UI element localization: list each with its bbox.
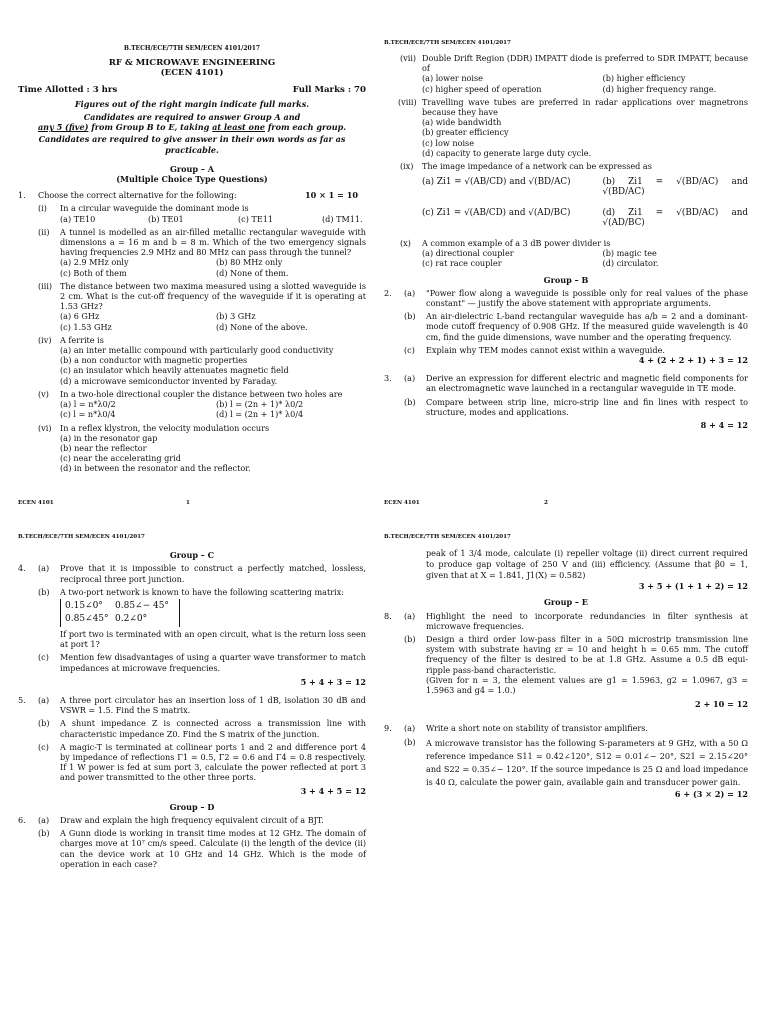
item-text: The distance between two maxima measured using a slotted waveguide is 2 cm. What is the cut-off frequency of the waveguide if it is operating at 1.53 GHz?	[60, 280, 366, 312]
item-number: (vi)	[38, 422, 52, 433]
part-label: (a)	[404, 373, 416, 384]
option-d: (d) TM11.	[322, 213, 363, 224]
scattering-matrix	[60, 599, 180, 627]
matrix-cell: 0.85∠− 45°	[115, 601, 169, 612]
item-number: (v)	[38, 388, 49, 399]
question-1	[18, 190, 366, 200]
part-label: (b)	[404, 736, 416, 747]
mcq-viii	[384, 97, 748, 158]
option-d: (d) None of the above.	[216, 321, 308, 332]
footer-code: ECEN 4101	[384, 499, 420, 506]
mcq-iv	[18, 335, 366, 386]
matrix-cell: 0.85∠45°	[65, 614, 109, 625]
mcq-v	[18, 389, 366, 420]
instruction-2c: from Group B to E, taking	[88, 122, 213, 133]
item-number: (x)	[400, 238, 411, 249]
question-8a	[384, 611, 748, 631]
question-text: A magic-T is terminated at collinear ports 1 and 2 and difference port 4 by impedance of reflections Γ1 = 0.5, Γ2 = 0.6 and Γ4 = 0.8 respectively. If 1 W power is fed at sum port 3, calculate the power reflected at port 3 and power transmitted to the other three ports.	[60, 741, 366, 783]
option-c: (c) rat race coupler	[422, 258, 502, 269]
matrix-cell: 0.15∠0°	[65, 601, 103, 612]
question-number: 3.	[384, 373, 392, 384]
option-b: (b) greater efficiency	[422, 127, 509, 138]
question-text: Write a short note on stability of transistor amplifiers.	[426, 723, 649, 734]
item-text: The image impedance of a network can be expressed as	[422, 161, 652, 172]
question-text: Choose the correct alternative for the following:	[38, 190, 237, 201]
option-b: (b) higher efficiency	[602, 73, 686, 84]
question-text: A microwave transistor has the following S-parameters at 9 GHz, with a 50 Ω reference impedance S11 = 0.42∠120°, S12 = 0.01∠− 20°, S21 = 2.15∠20° and S22 = 0.35∠− 120°. If the source impedance is 25 Ω and load impedance is 40 Ω, calculate the power gain, available gain and transducer power gain.	[426, 737, 748, 787]
question-7-marks: 3 + 5 + (1 + 1 + 2) = 12	[638, 581, 748, 592]
option-c: (c) an insulator which heavily attenuates magnetic field	[60, 365, 289, 376]
item-text: Travelling wave tubes are preferred in radar applications over magnetrons because they have	[422, 96, 748, 118]
item-text: In a two-hole directional coupler the distance between two holes are	[60, 388, 343, 399]
question-3b	[384, 397, 748, 417]
question-8-marks: 2 + 10 = 12	[695, 699, 748, 710]
mcq-iii	[18, 281, 366, 332]
item-number: (i)	[38, 203, 47, 214]
part-label: (c)	[38, 741, 49, 752]
question-4a	[18, 563, 366, 583]
question-2a	[384, 288, 748, 308]
item-number: (iv)	[38, 334, 52, 345]
option-a: (a) wide bandwidth	[422, 117, 502, 128]
instruction-2d: at least one	[212, 122, 265, 133]
group-c-heading: Group – C	[169, 550, 215, 561]
option-d: (d) higher frequency range.	[602, 83, 717, 94]
question-number: 9.	[384, 723, 392, 734]
item-number: (viii)	[398, 96, 417, 107]
question-text: (Given for n = 3, the element values are g1 = 1.5963, g2 = 1.0967, g3 = 1.5963 and g4 = 1.0.)	[426, 674, 748, 696]
instruction-2e: from each group.	[265, 122, 347, 133]
option-c: (c) Zi1 = √(AB/CD) and √(AD/BC)	[422, 207, 571, 218]
question-5a	[18, 695, 366, 715]
option-a: (a) 6 GHz	[60, 311, 100, 322]
item-text: In a reflex klystron, the velocity modulation occurs	[60, 422, 270, 433]
option-b: (b) 80 MHz only	[216, 257, 283, 268]
item-text: A ferrite is	[60, 334, 104, 345]
part-label: (a)	[38, 695, 50, 706]
item-text: A common example of a 3 dB power divider is	[422, 238, 611, 249]
page-1	[0, 0, 384, 512]
option-d: (d) circulator.	[602, 258, 659, 269]
option-d: (d) None of them.	[216, 267, 289, 278]
option-c: (c) near the accelerating grid	[60, 453, 181, 464]
paper-title: RF & MICROWAVE ENGINEERING	[108, 58, 276, 69]
question-number: 1.	[18, 190, 26, 201]
question-text: Highlight the need to incorporate redundancies in filter synthesis at microwave frequencies.	[426, 610, 748, 631]
group-a-heading: Group – A	[169, 163, 215, 174]
question-text: A three port circulator has an insertion loss of 1 dB, isolation 30 dB and VSWR = 1.5. Find the S matrix.	[60, 695, 366, 716]
part-label: (b)	[404, 634, 416, 645]
option-c: (c) 1.53 GHz	[60, 321, 112, 332]
item-number: (ix)	[400, 161, 414, 172]
instruction-2b: any 5 (five)	[37, 122, 89, 133]
instruction-3: Candidates are required to give answer in their own words as far as practicable.	[38, 134, 346, 155]
part-label: (a)	[38, 815, 50, 826]
item-text: In a circular waveguide the dominant mode is	[60, 203, 249, 214]
question-9b	[384, 737, 748, 789]
page-2	[384, 0, 768, 512]
question-text: Compare between strip line, micro-strip line and fin lines with respect to structure, modes and applications.	[426, 396, 748, 417]
question-text: A Gunn diode is working in transit time modes at 12 GHz. The domain of charges move at 10⁷ cm/s speed. Calculate (i) the length of the device (ii) can the device work at 10 GHz and 14 GHz. Which is the mode of operation in each case?	[60, 828, 366, 869]
item-text: A tunnel is modelled as an air-filled metallic rectangular waveguide with dimensions a = 16 m and b = 8 m. Which of the two emergency signals having frequencies 2.9 MHz and 80 MHz can pass through the tunnel?	[60, 226, 366, 258]
option-d: (d) in between the resonator and the reflector.	[60, 463, 251, 474]
option-b: (b) magic tee	[602, 248, 657, 259]
question-3-marks: 8 + 4 = 12	[700, 420, 748, 431]
mcq-x	[384, 238, 748, 269]
option-a: (a) an inter metallic compound with particularly good conductivity	[60, 345, 334, 356]
page-3	[0, 512, 384, 1024]
question-text: An air-dielectric L-band rectangular waveguide has a/b = 2 and a dominant-mode cutoff frequency of 0.908 GHz. If the measured guide wavelength is 40 cm, find the guide dimensions, wave number and the operating frequency.	[426, 311, 748, 342]
item-number: (ii)	[38, 226, 50, 237]
option-a: (a) lower noise	[422, 73, 483, 84]
part-label: (a)	[404, 287, 416, 298]
mcq-ix	[384, 161, 748, 228]
mcq-vi	[18, 423, 366, 474]
part-label: (a)	[404, 610, 416, 621]
question-5c	[18, 742, 366, 783]
page-header: B.TECH/ECE/7TH SEM/ECEN 4101/2017	[384, 534, 511, 540]
question-number: 2.	[384, 287, 392, 298]
option-c: (c) TE11	[238, 213, 274, 224]
part-label: (b)	[38, 586, 50, 597]
question-9-marks: 6 + (3 × 2) = 12	[674, 788, 748, 799]
option-a: (a) 2.9 MHz only	[60, 257, 129, 268]
page-header: B.TECH/ECE/7TH SEM/ECEN 4101/2017	[18, 534, 145, 540]
item-number: (iii)	[38, 280, 53, 291]
question-number: 4.	[18, 563, 26, 574]
part-label: (b)	[38, 828, 50, 839]
page-number: 2	[544, 499, 548, 506]
full-marks: Full Marks : 70	[292, 84, 366, 95]
question-text: A two-port network is known to have the following scattering matrix:	[60, 586, 345, 597]
item-number: (vii)	[400, 53, 417, 63]
part-label: (c)	[38, 652, 49, 663]
question-2c	[384, 345, 748, 355]
option-d: (d) capacity to generate large duty cycle.	[422, 147, 592, 158]
page-4	[384, 512, 768, 1024]
question-4b	[18, 587, 366, 650]
group-b-heading: Group – B	[543, 274, 589, 285]
question-2-marks: 4 + (2 + 2 + 1) + 3 = 12	[638, 355, 748, 366]
option-a: (a) Zi1 = √(AB/CD) and √(BD/AC)	[422, 177, 571, 188]
instruction-2a: Candidates are required to answer Group A and	[83, 112, 301, 123]
option-c: (c) higher speed of operation	[422, 83, 542, 94]
question-text: If port two is terminated with an open circuit, what is the return loss seen at port 1?	[60, 629, 366, 650]
question-text: Derive an expression for different electric and magnetic field components for an electromagnetic wave launched in a rectangular waveguide in TE mode.	[426, 373, 748, 394]
question-8b	[384, 634, 748, 695]
option-a: (a) l = n*λ0/2	[60, 399, 116, 410]
option-b: (b) a non conductor with magnetic properties	[60, 355, 248, 366]
question-text: Draw and explain the high frequency equivalent circuit of a BJT.	[60, 815, 324, 826]
option-b: (b) Zi1 = √(BD/AC) and √(BD/AC)	[602, 177, 748, 198]
option-d: (d) Zi1 = √(BD/AC) and √(AD/BC)	[602, 207, 748, 228]
question-5b	[18, 718, 366, 738]
instruction-1: Figures out of the right margin indicate full marks.	[74, 98, 310, 109]
option-a: (a) TE10	[60, 213, 96, 224]
option-b: (b) 3 GHz	[216, 311, 256, 322]
group-d-heading: Group – D	[169, 801, 215, 812]
option-d: (d) a microwave semiconductor invented by Faraday.	[60, 375, 278, 386]
question-text: Design a third order low-pass filter in a 50Ω microstrip transmission line system with substrate having εr = 10 and height h = 0.65 mm. The cutoff frequency of the filter is desired to be at 1.8 GHz. Assume a 0.5 dB equi-ripple pass-band characteristic.	[426, 634, 748, 675]
part-label: (b)	[404, 396, 416, 407]
question-7-continuation: peak of 1 3/4 mode, calculate (i) repeller voltage (ii) direct current required to produce gap voltage of 250 V and (iii) efficiency. (Assume that β0 = 1, given that at X = 1.841, J1(X) = 0.582)	[426, 548, 748, 581]
group-e-heading: Group – E	[544, 597, 588, 608]
footer-code: ECEN 4101	[18, 499, 54, 506]
part-label: (c)	[404, 344, 415, 355]
question-5-marks: 3 + 4 + 5 = 12	[300, 785, 366, 796]
question-3a	[384, 373, 748, 393]
part-label: (a)	[38, 563, 50, 574]
option-b: (b) TE01	[148, 213, 184, 224]
question-2b	[384, 311, 748, 342]
item-text: Double Drift Region (DDR) IMPATT diode is preferred to SDR IMPATT, because of	[422, 53, 748, 74]
paper-code: (ECEN 4101)	[160, 68, 224, 79]
mcq-heading: (Multiple Choice Type Questions)	[116, 174, 268, 185]
option-c: (c) low noise	[422, 137, 475, 148]
page-header: B.TECH/ECE/7TH SEM/ECEN 4101/2017	[384, 40, 511, 46]
question-text: "Power flow along a waveguide is possible only for real values of the phase constant" — justify the above statement with appropriate arguments.	[426, 287, 748, 309]
question-text: Explain why TEM modes cannot exist within a waveguide.	[426, 344, 665, 355]
question-4c	[18, 652, 366, 672]
question-number: 6.	[18, 815, 26, 826]
option-a: (a) directional coupler	[422, 248, 514, 259]
part-label: (b)	[404, 311, 416, 322]
option-b: (b) l = (2n + 1)* λ0/2	[216, 399, 304, 410]
page-header: B.TECH/ECE/7TH SEM/ECEN 4101/2017	[123, 45, 261, 52]
option-b: (b) near the reflector	[60, 442, 147, 453]
matrix-cell: 0.2∠0°	[115, 614, 148, 625]
question-number: 8.	[384, 610, 392, 621]
question-text: A shunt impedance Z is connected across a transmission line with characteristic impedance Z0. Find the S matrix of the junction.	[60, 718, 366, 739]
question-text: Mention few disadvantages of using a quarter wave transformer to match impedances at microwave frequencies.	[60, 652, 366, 673]
question-4-marks: 5 + 4 + 3 = 12	[300, 676, 366, 687]
question-6b	[18, 828, 366, 869]
mcq-ii	[18, 227, 366, 278]
option-c: (c) l = n*λ0/4	[60, 409, 116, 420]
time-allotted: Time Allotted : 3 hrs	[18, 84, 118, 95]
question-6a	[18, 815, 366, 825]
mcq-vii	[384, 53, 748, 94]
part-label: (a)	[404, 723, 416, 734]
question-9a	[384, 723, 748, 733]
question-number: 5.	[18, 695, 26, 706]
question-marks: 10 × 1 = 10	[305, 190, 358, 201]
page-number: 1	[186, 499, 190, 506]
mcq-i	[18, 203, 366, 223]
option-c: (c) Both of them	[60, 267, 127, 278]
question-text: Prove that it is impossible to construct a perfectly matched, lossless, reciprocal three port junction.	[60, 563, 366, 584]
option-a: (a) in the resonator gap	[60, 432, 158, 443]
option-d: (d) l = (2n + 1)* λ0/4	[216, 409, 304, 420]
part-label: (b)	[38, 718, 50, 729]
instruction-2	[18, 122, 366, 132]
